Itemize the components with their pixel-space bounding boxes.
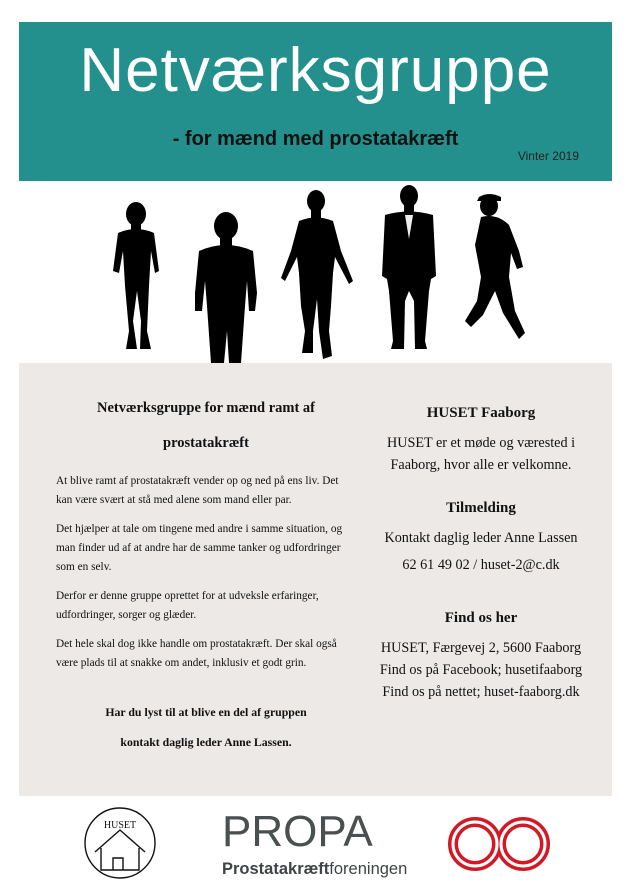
men-silhouettes — [19, 181, 612, 363]
logo-footer — [0, 800, 630, 891]
signup-section — [361, 500, 601, 576]
propa-logo-icon — [222, 807, 432, 880]
find-address: HUSET, Færgevej 2, 5600 Faaborg — [380, 640, 582, 656]
man-silhouette-icon — [281, 190, 353, 359]
page-title: Netværksgruppe — [79, 36, 552, 105]
find-web: Find os på nettet; huset-faaborg.dk — [382, 684, 580, 700]
huset-heading: HUSET Faaborg — [426, 405, 536, 421]
huset-description: HUSET er et møde og værested i Faaborg, hvor alle er velkomne. — [386, 435, 576, 473]
man-silhouette-icon — [382, 185, 436, 349]
intro-paragraph: At blive ramt af prostatakræft vender op og ned på ens liv. Det kan være svært at stå med alene som mand eller par. — [56, 475, 339, 506]
man-silhouette-icon — [113, 202, 159, 349]
propa-subtitle: Prostatakræftforeningen — [222, 860, 408, 878]
contact-column — [361, 405, 601, 727]
signup-phone: 62 61 49 02 / huset-2@c.dk — [402, 557, 560, 573]
find-section — [361, 610, 601, 703]
info-panel — [19, 363, 612, 796]
intro-title: Netværksgruppe for mænd ramt af prostatakræft — [96, 400, 316, 451]
man-silhouette-icon — [465, 194, 525, 339]
signup-heading: Tilmelding — [446, 500, 516, 516]
call-to-action: Har du lyst til at blive en del af gruppen kontakt daglig leder Anne Lassen. — [105, 705, 307, 749]
find-facebook: Find os på Facebook; husetifaaborg — [379, 662, 583, 678]
huset-section — [361, 405, 601, 476]
page-subtitle: - for mænd med prostatakræft — [172, 128, 459, 150]
intro-paragraph: Det hjælper at tale om tingene med andre i samme situation, og man finder ud af at andre har de samme tanker og udfordringer som en selv. — [56, 523, 343, 573]
header-banner — [19, 22, 612, 181]
huset-logo-text: HUSET — [103, 820, 137, 831]
intro-paragraph: Derfor er denne gruppe oprettet for at udveksle erfaringer, udfordringer, sorger og glæder. — [56, 590, 319, 621]
propa-wordmark: PROPA — [222, 807, 373, 856]
signup-contact: Kontakt daglig leder Anne Lassen — [384, 530, 578, 546]
intro-column — [56, 391, 356, 757]
season-label: Vinter 2019 — [517, 149, 579, 163]
cancer-ribbon-icon — [448, 812, 550, 876]
house-logo-icon — [83, 806, 157, 880]
find-heading: Find os her — [444, 610, 518, 626]
intro-paragraph: Det hele skal dog ikke handle om prostatakræft. Der skal også være plads til at snakke om andet, inklusiv et godt grin. — [56, 638, 337, 669]
man-silhouette-icon — [195, 212, 257, 363]
